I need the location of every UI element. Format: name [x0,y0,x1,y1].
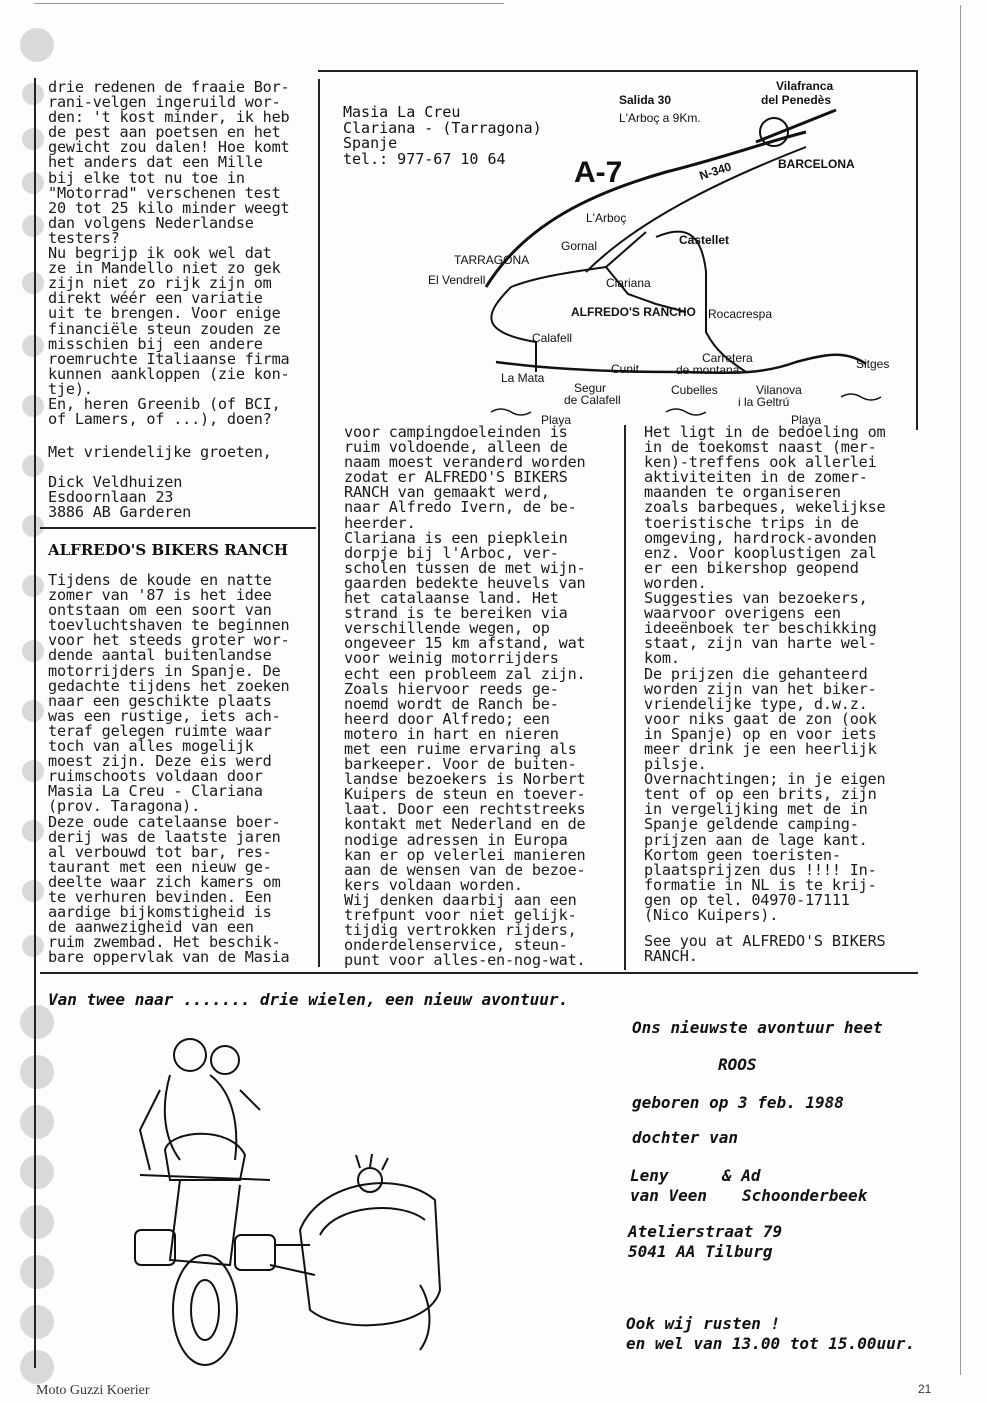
map-label-segur-calafell: de Calafell [564,393,621,407]
article-line: het catalaanse land. Het [344,589,559,608]
article-line: kom. [644,649,680,668]
road-vendrell [491,287,536,372]
binder-hole [20,1205,54,1239]
family-city: 5041 AA Tilburg [628,1242,773,1261]
binder-hole [20,1155,54,1189]
binder-hole [22,335,44,357]
top-rule [34,3,504,4]
binder-hole [22,272,44,294]
map-label-sitges: Sitges [856,357,890,371]
map-label-barcelona: BARCELONA [778,157,855,171]
magazine-name: Moto Guzzi Koerier [36,1383,150,1398]
article-line: ideeënboek ter beschikking [644,619,877,638]
letter-line: gewicht zou dalen! Hoe komt [48,138,290,157]
article-column-2 [344,425,585,968]
binder-hole [22,515,44,537]
article-line: taurant met een nieuw ge- [48,857,272,876]
announcement-line-1: Ons nieuwste avontuur heet [632,1018,883,1037]
article-line: in vergelijking met de in [644,800,868,819]
letter-greeting: Met vriendelijke groeten, [48,443,272,461]
article-line: te verhuren bevinden. Een [48,887,272,906]
article-line: gaarden bedekte heuvels van [344,573,586,592]
address-line: tel.: 977-67 10 64 [343,149,506,168]
map-label-cubelles: Cubelles [671,383,718,397]
map-label-montana: de montana [676,363,740,377]
article-line: onderdelenservice, steun- [344,936,568,955]
closing-line: RANCH. [644,947,698,966]
binder-hole [20,1350,54,1384]
binder-hole [22,880,44,902]
article-line: al verbouwd tot bar, res- [48,842,272,861]
signature-line: Dick Veldhuizen [48,473,183,491]
letter-line: kunnen aankloppen (zie kon- [48,364,290,383]
father-first-name: & Ad [722,1166,761,1185]
article-line: Kuipers de steun en toever- [344,785,586,804]
article-line: Wij denken daarbij aan een [344,890,577,909]
map-label-castellet: Castellet [679,233,730,247]
article-line: gen op tel. 04970-17111 [644,890,850,909]
letter-line: rani-velgen ingeruild wor- [48,93,281,112]
column-rule-1 [318,79,320,967]
letter-line: drie redenen de fraaie Bor- [48,78,290,96]
letter-line: ze in Mandello niet zo gek [48,259,281,278]
father-last-name: Schoonderbeek [742,1186,868,1205]
sidecar-drawing [120,1030,450,1370]
sea-wave [841,394,881,400]
article-line: aardige bijkomstigheid is [48,903,272,922]
article-line: naar Alfredo Ivern, de be- [344,498,577,517]
route-map-drawing [336,72,917,430]
article-line: zomer van '87 is het idee [48,586,272,605]
article-line: in Spanje) op en voor iets [644,724,877,743]
map-label-vendrell: El Vendrell [428,273,486,287]
binder-hole [20,1105,54,1139]
article-line: bare oppervlak van de Masia [48,948,290,967]
letter-line: bij elke tot nu toe in [48,168,245,187]
article-line: er een bikershop geopend [644,558,859,577]
section-divider [40,527,316,529]
rest-line-1: Ook wij rusten ! [626,1314,781,1333]
article-line: zodat er ALFREDO'S BIKERS [344,468,568,487]
left-margin-rule [34,78,36,1368]
article-line: waarvoor overigens een [644,604,841,623]
article-line: aan de wensen van de bezoe- [344,860,586,879]
letter-line: uit te brengen. Voor enige [48,304,281,323]
road-label: N-340 [697,159,734,183]
article-line: Tijdens de koude en natte [48,571,272,589]
article-line: de aanwezigheid van een [48,918,254,937]
article-line: teraf gelegen ruimte waar [48,721,272,740]
article-line: toevluchtshaven te beginnen [48,616,290,635]
article-line: toeristische trips in de [644,513,859,532]
article-line: barkeeper. Voor de buiten- [344,755,577,774]
article-line: voor campingdoeleinden is [344,423,568,441]
article-line: moest zijn. Deze eis werd [48,752,272,771]
daughter-of: dochter van [632,1128,738,1147]
binder-hole [20,28,54,62]
article-line: Kortom geen toeristen- [644,845,841,864]
announcement-divider [40,972,918,974]
map-label-carretera: Carretera [702,351,753,365]
letter-line: de pest aan poetsen en het [48,123,281,142]
letter-line: Nu begrijp ik ook wel dat [48,244,272,263]
map-label-cunit: Cunit [611,362,640,376]
article-line: (prov. Taragona). [48,797,201,816]
map-label-tarragona: TARRAGONA [454,253,530,267]
page-number: 21 [918,1382,932,1396]
article-title: ALFREDO'S BIKERS RANCH [48,541,289,559]
article-line: Suggesties van bezoekers, [644,589,868,608]
article-column-3 [644,425,885,923]
binder-hole [22,395,44,417]
signature-line: Esdoornlaan 23 [48,488,174,507]
article-line: (Nico Kuipers). [644,906,779,924]
baby-name: ROOS [718,1055,757,1074]
address-line: Clariana - (Tarragona) [343,118,542,137]
article-line: Deze oude catelaanse boer- [48,812,281,831]
article-line: maanden te organiseren [644,483,841,502]
article-line: naar een geschikte plaats [48,691,272,710]
map-label-rocacrespa: Rocacrespa [708,307,773,321]
map-label-vilanova: Vilanova [756,383,802,397]
letter-signature [48,475,191,520]
address-line: Masia La Creu [343,103,461,121]
binder-hole [22,83,44,105]
map-label-ranch: ALFREDO'S RANCHO [571,305,696,319]
article-line: met een ruime ervaring als [344,739,577,758]
map-label-calafell: Calafell [532,331,573,345]
column-rule-2 [624,425,626,970]
article-line: nodige adressen in Europa [344,830,568,849]
article-line: Overnachtingen; in je eigen [644,770,886,789]
article-line: tijdig vertrokken rijders, [344,921,577,940]
article-line: noemd wordt de Ranch be- [344,694,559,713]
article-line: voor niks gaat de zon (ook [644,709,877,728]
letter-line: financiële steun zouden ze [48,319,281,338]
article-line: toch van alles mogelijk [48,737,254,756]
binder-hole [22,700,44,722]
article-line: Spanje geldende camping- [644,815,859,834]
article-line: punt voor alles-en-nog-wat. [344,951,586,970]
binder-hole [22,820,44,842]
article-line: Zoals hiervoor reeds ge- [344,679,559,698]
letter-line: het anders dat een Mille [48,153,263,172]
article-line: naam moest veranderd worden [344,453,586,472]
article-line: motero in hart en nieren [344,724,559,743]
article-line: Masia La Creu - Clariana [48,782,263,801]
article-line: laat. Door een rechtstreeks [344,800,586,819]
article-line: dorpje bij l'Arboc, ver- [344,543,559,562]
right-edge-rule [960,5,961,1375]
article-line: meer drink je een heerlijk [644,739,877,758]
binder-hole [22,128,44,150]
article-line: ruim zwembad. Het beschik- [48,933,281,952]
article-line: pilsje. [644,755,707,774]
letter-line: roemruchte Italiaanse firma [48,349,290,368]
sea-wave [491,409,531,415]
binder-hole [20,1055,54,1089]
article-closing [644,934,885,964]
article-line: kan er op velerlei manieren [344,845,586,864]
letter-line: direkt wéér een variatie [48,289,263,308]
article-line: omgeving, hardrock-avonden [644,528,877,547]
article-line: was een rustige, iets ach- [48,706,281,725]
map-label-penedes: del Penedès [761,93,832,107]
article-line: ongeveer 15 km afstand, wat [344,634,586,653]
mother-first-name: Leny [630,1166,669,1185]
binder-hole [20,1005,54,1039]
binder-hole [20,1255,54,1289]
closing-line: See you at ALFREDO'S BIKERS [644,932,886,950]
article-line: zoals barbeques, wekelijkse [644,498,886,517]
map-label-gornal: Gornal [561,239,598,253]
map-label-larboc: L'Arboç [586,211,627,225]
letter-line: "Motorrad" verschenen test [48,183,281,202]
letter-line: of Lamers, of ...), doen? [48,410,272,429]
sidecar-sketch [120,1030,450,1370]
article-line: Het ligt in de bedoeling om [644,423,886,441]
binder-hole [22,640,44,662]
letter-line: 20 tot 25 kilo minder weegt [48,198,290,217]
birth-date: geboren op 3 feb. 1988 [632,1093,844,1112]
road-barcelona [756,110,836,142]
article-line: plaatsprijzen dus !!!! In- [644,860,877,879]
article-line: echt een probleem zal zijn. [344,664,586,683]
article-line: RANCH van gemaakt werd, [344,483,550,502]
map-label-vilafranca: Vilafranca [776,79,834,93]
highway-label: A-7 [574,156,623,189]
binder-hole [22,172,44,194]
sea-wave [666,409,706,415]
article-line: derij was de laatste jaren [48,827,281,846]
letter-text [48,80,289,427]
article-line: in de toekomst naast (mer- [644,438,877,457]
rest-line-2: en wel van 13.00 tot 15.00uur. [626,1334,915,1353]
binder-hole [22,455,44,477]
letter-line: zijn niet zo rijk zijn om [48,274,272,293]
map-label-arboc-distance: L'Arboç a 9Km. [619,111,701,125]
article-line: trefpunt voor niet gelijk- [344,906,577,924]
article-line: aktiviteiten in de zomer- [644,468,868,487]
article-line: motorrijders in Spanje. De [48,661,281,680]
article-line: worden. [644,573,707,592]
article-line: verschillende wegen, op [344,619,550,638]
article-line: vriendelijke type, d.w.z. [644,694,868,713]
address-line: Spanje [343,134,398,152]
article-line: ken)-treffens ook allerlei [644,453,877,472]
family-street: Atelierstraat 79 [628,1222,783,1241]
binder-hole [20,1305,54,1339]
map-label-segur: Segur [574,381,607,395]
map-label-playa-1: Playa [541,413,572,427]
binder-hole [22,935,44,957]
article-line: enz. Voor kooplustigen zal [644,543,877,562]
article-line: De prijzen die gehanteerd [644,664,868,683]
article-line: dende aantal buitenlandse [48,646,272,665]
article-line: strand is te bereiken via [344,604,568,623]
binder-hole [22,215,44,237]
article-column-1 [48,573,289,965]
article-line: ruimschoots voldaan door [48,767,263,786]
map-label-geltru: i la Geltrú [738,395,790,409]
article-line: formatie in NL is te krij- [644,875,877,894]
article-line: landse bezoekers is Norbert [344,770,586,789]
binder-hole [22,575,44,597]
article-line: scholen tussen de met wijn- [344,558,586,577]
route-map [336,72,917,430]
letter-line: misschien bij een andere [48,334,263,353]
article-line: heerder. [344,513,416,532]
map-label-clariana: Clariana [606,276,651,290]
letter-line: En, heren Greenib (of BCI, [48,394,281,413]
article-line: voor weinig motorrijders [344,649,559,668]
highway-line [486,132,806,287]
map-label-playa-2: Playa [791,413,822,427]
article-line: ontstaan om een soort van [48,601,272,620]
article-line: heerd door Alfredo; een [344,709,550,728]
letter-line: dan volgens Nederlandse [48,213,254,232]
article-line: kers voldaan worden. [344,875,523,894]
map-label-lamata: La Mata [501,371,545,385]
article-line: kontakt met Nederland en de [344,815,586,834]
article-line: deelte waar zich kamers om [48,872,281,891]
letter-line: tje). [48,379,93,398]
binder-hole [22,760,44,782]
article-line: tent of op een brits, zijn [644,785,877,804]
letter-line: den: 't kost minder, ik heb [48,108,290,127]
signature-line: 3886 AB Garderen [48,503,192,522]
article-line: staat, zijn van harte wel- [644,634,877,653]
article-line: voor het steeds groter wor- [48,631,290,650]
mother-last-name: van Veen [630,1186,708,1205]
announcement-headline: Van twee naar ....... drie wielen, een nieuw avontuur. [48,990,569,1009]
map-label-salida: Salida 30 [619,93,672,107]
letter-line: testers? [48,228,120,247]
article-line: gedachte tijdens het zoeken [48,676,290,695]
article-line: Clariana is een piepklein [344,528,568,547]
article-line: worden zijn van het biker- [644,679,877,698]
article-line: ruim voldoende, alleen de [344,438,568,457]
article-line: prijzen aan de lage kant. [644,830,868,849]
